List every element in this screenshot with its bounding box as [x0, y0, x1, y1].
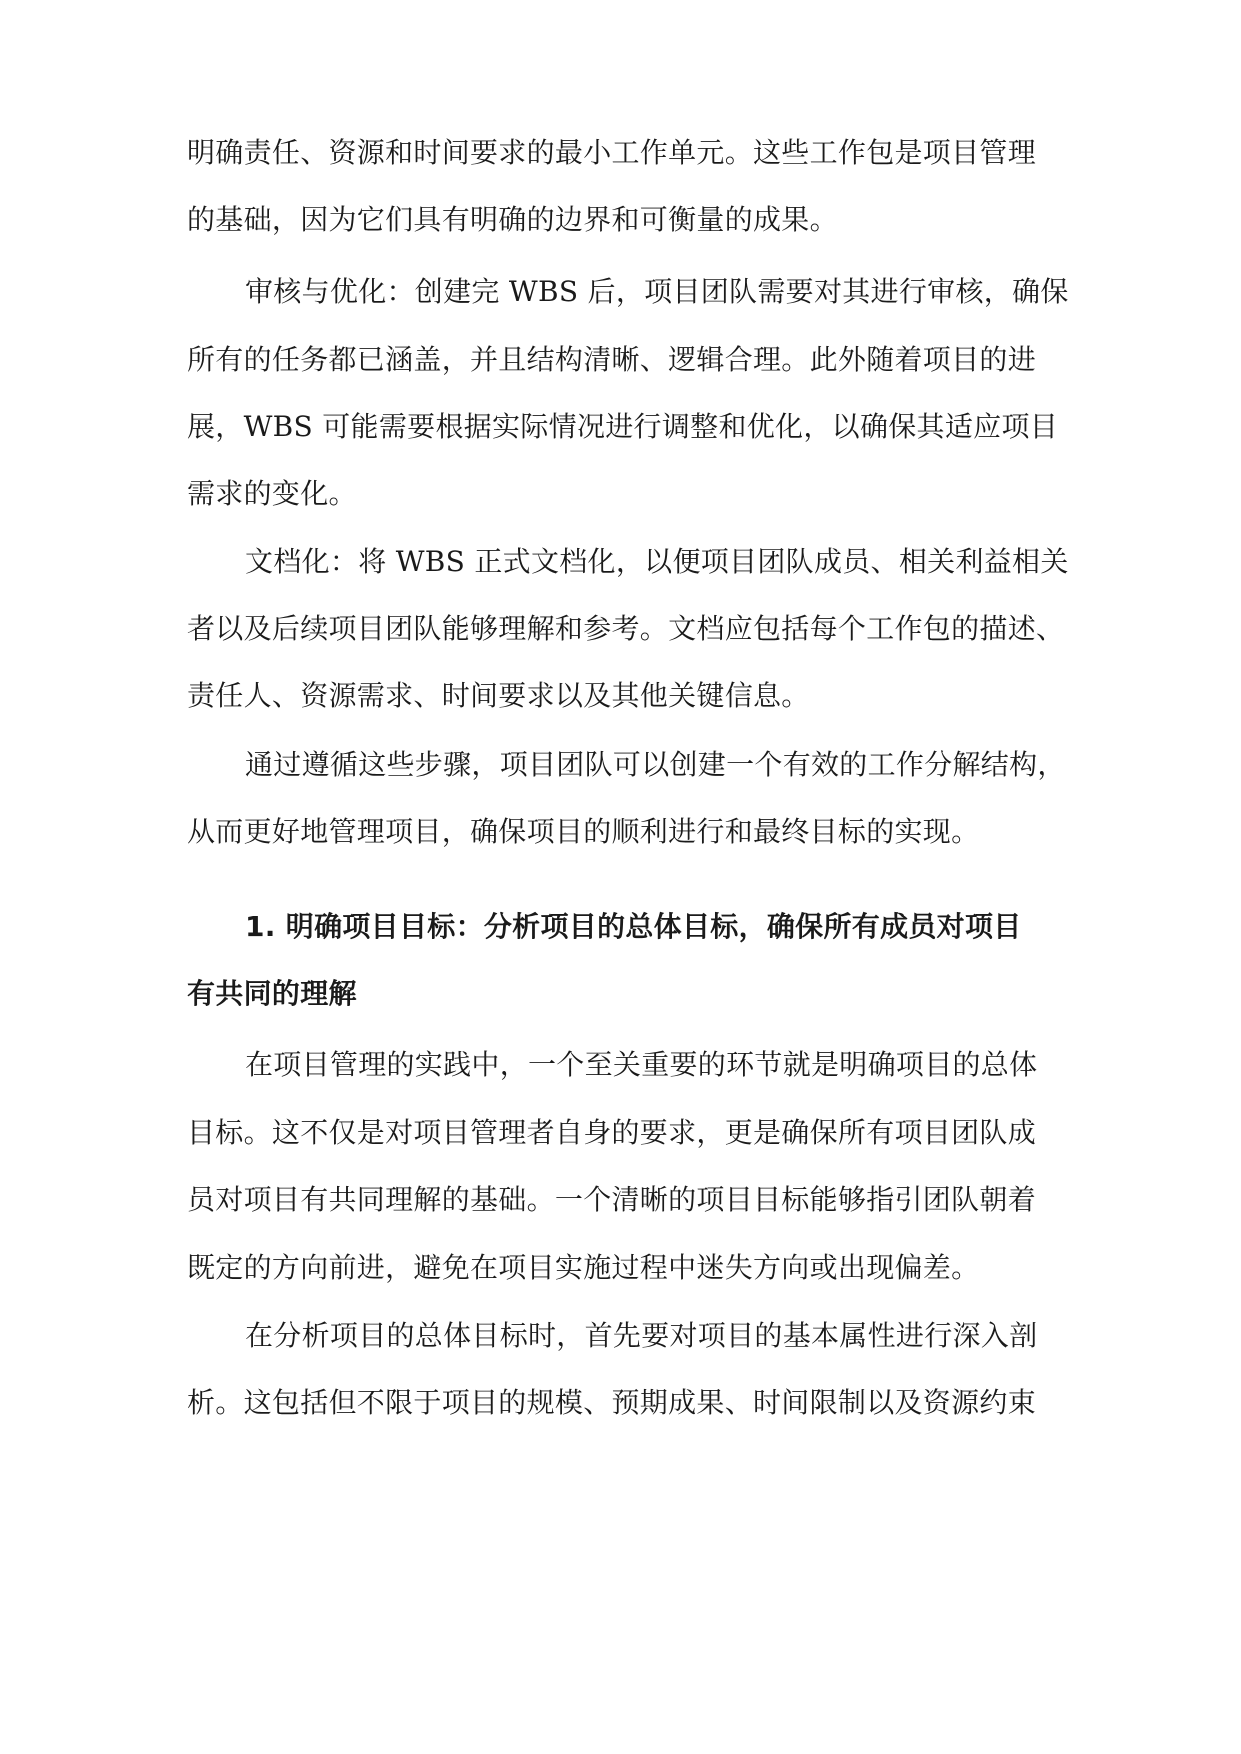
paragraph-3-line-3: 责任人、资源需求、时间要求以及其他关键信息。: [187, 679, 810, 712]
paragraph-1-line-1: 明确责任、资源和时间要求的最小工作单元。这些工作包是项目管理: [187, 136, 1037, 169]
paragraph-5-line-4: 既定的方向前进，避免在项目实施过程中迷失方向或出现偏差。: [187, 1251, 980, 1284]
paragraph-4-line-1: 通过遵循这些步骤，项目团队可以创建一个有效的工作分解结构，: [245, 748, 1066, 781]
paragraph-2-line-2: 所有的任务都已涵盖，并且结构清晰、逻辑合理。此外随着项目的进: [187, 343, 1037, 376]
paragraph-2-line-1: 审核与优化：创建完 WBS 后，项目团队需要对其进行审核，确保: [245, 275, 1069, 308]
paragraph-5-line-2: 目标。这不仅是对项目管理者自身的要求，更是确保所有项目团队成: [187, 1116, 1037, 1149]
paragraph-3-line-2: 者以及后续项目团队能够理解和参考。文档应包括每个工作包的描述、: [187, 612, 1065, 645]
paragraph-5-line-3: 员对项目有共同理解的基础。一个清晰的项目目标能够指引团队朝着: [187, 1183, 1037, 1216]
section-heading-line-2: 有共同的理解: [187, 977, 357, 1010]
paragraph-6-line-2: 析。这包括但不限于项目的规模、预期成果、时间限制以及资源约束: [187, 1386, 1037, 1419]
paragraph-1-line-2: 的基础，因为它们具有明确的边界和可衡量的成果。: [187, 203, 838, 236]
paragraph-5-line-1: 在项目管理的实践中，一个至关重要的环节就是明确项目的总体: [245, 1048, 1038, 1081]
paragraph-2-line-4: 需求的变化。: [187, 477, 357, 510]
paragraph-6-line-1: 在分析项目的总体目标时，首先要对项目的基本属性进行深入剖: [245, 1319, 1038, 1352]
paragraph-4-line-2: 从而更好地管理项目，确保项目的顺利进行和最终目标的实现。: [187, 815, 980, 848]
paragraph-2-line-3: 展，WBS 可能需要根据实际情况进行调整和优化，以确保其适应项目: [187, 410, 1059, 443]
paragraph-3-line-1: 文档化：将 WBS 正式文档化，以便项目团队成员、相关利益相关: [245, 545, 1069, 578]
section-heading-line-1: 1. 明确项目目标：分析项目的总体目标，确保所有成员对项目: [245, 910, 1022, 943]
